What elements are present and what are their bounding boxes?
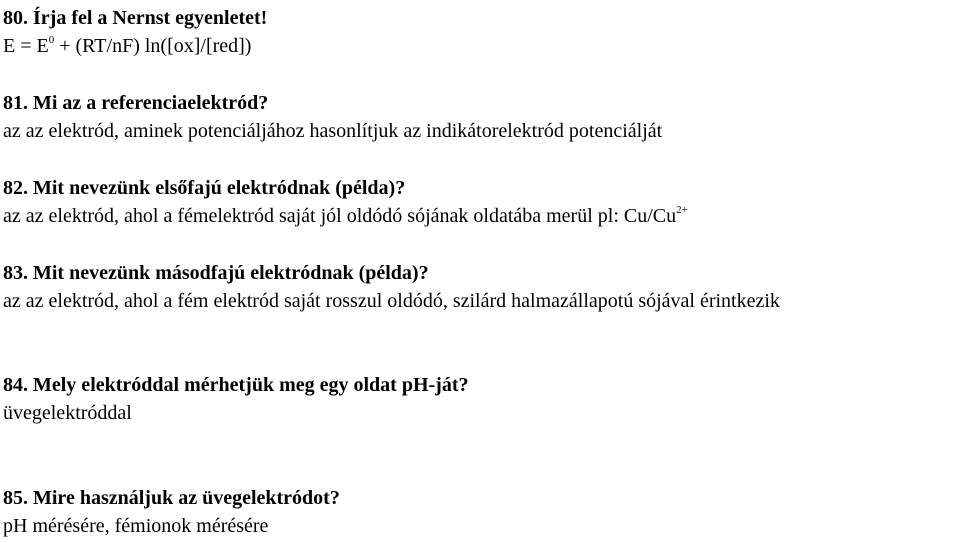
question-83: 83. Mit nevezünk másodfajú elektródnak (példa)? [3, 262, 429, 284]
answer-80 [3, 34, 251, 58]
answer-83: az az elektród, ahol a fém elektród saját rosszul oldódó, szilárd halmazállapotú sójával érintkezik [3, 290, 780, 312]
answer-84: üvegelektróddal [3, 402, 132, 424]
answer-85: pH mérésére, fémionok mérésére [3, 515, 269, 537]
question-84: 84. Mely elektróddal mérhetjük meg egy oldat pH-ját? [3, 374, 469, 396]
answer-80-suffix: + (RT/nF) ln([ox]/[red]) [54, 35, 252, 57]
question-82: 82. Mit nevezünk elsőfajú elektródnak (példa)? [3, 177, 406, 199]
answer-82-text: az az elektród, ahol a fémelektród saját jól oldódó sójának oldatába merül pl: Cu/Cu [3, 205, 677, 227]
answer-80-prefix: E = E [3, 35, 49, 57]
answer-80-superscript: 0 [48, 34, 55, 46]
question-85: 85. Mire használjuk az üvegelektródot? [3, 487, 340, 509]
answer-81: az az elektród, aminek potenciáljához hasonlítjuk az indikátorelektród potenciálját [3, 120, 663, 142]
answer-82-superscript: 2+ [676, 204, 688, 216]
question-81: 81. Mi az a referenciaelektród? [3, 92, 269, 114]
question-80: 80. Írja fel a Nernst egyenletet! [3, 7, 268, 29]
answer-82 [3, 204, 688, 228]
